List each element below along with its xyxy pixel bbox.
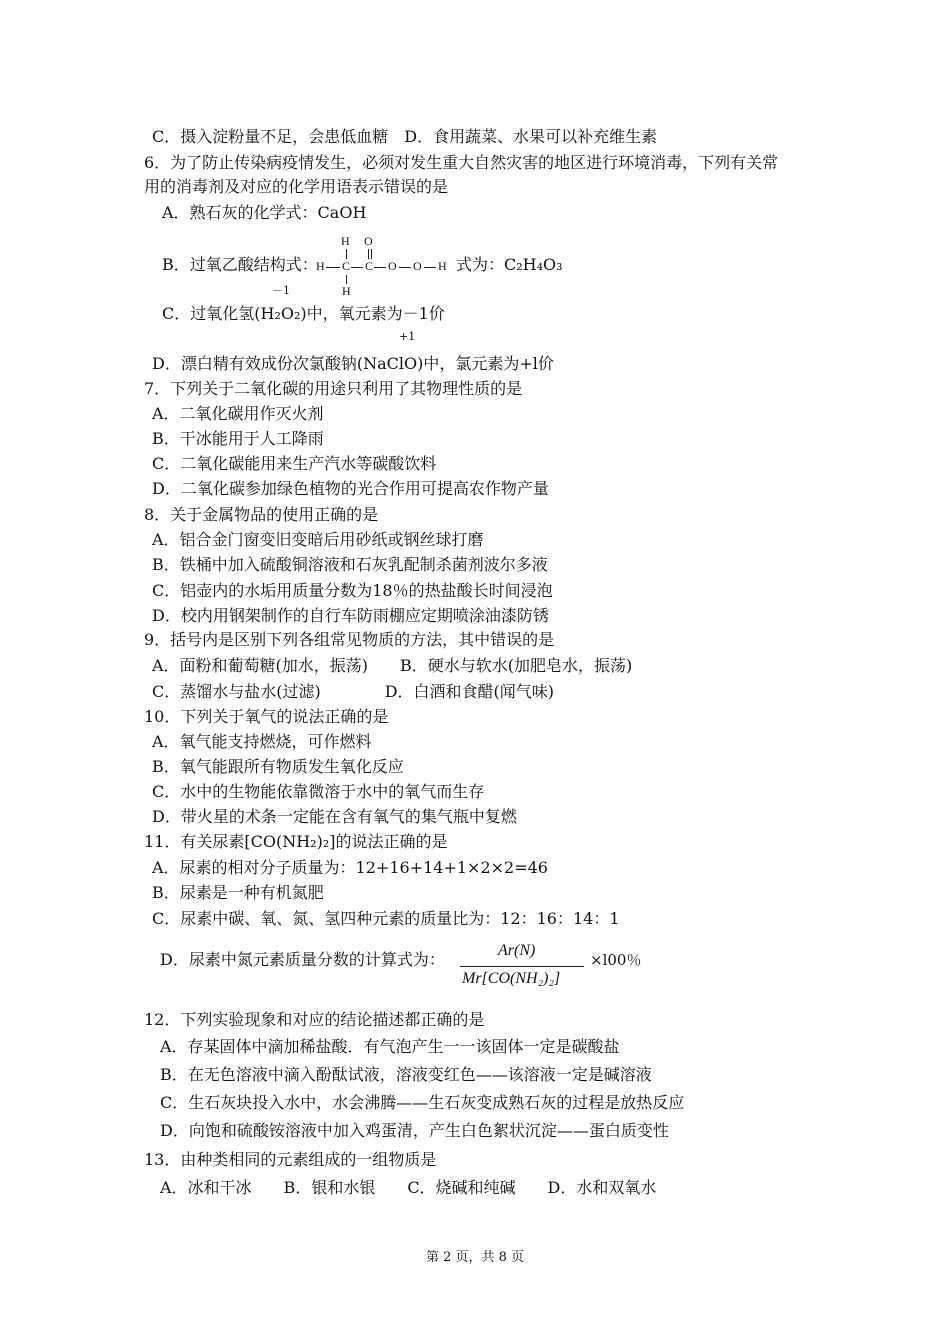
atom-o2: O bbox=[413, 259, 422, 273]
q6-stem-line2: 用的消毒剂及对应的化学用语表示错误的是 bbox=[144, 177, 449, 196]
valence-plus-one: +1 bbox=[399, 330, 416, 343]
q12-option-b: B．在无色溶液中滴入酚酞试液，溶液变红色——该溶液一定是碱溶液 bbox=[160, 1065, 652, 1084]
double-bond bbox=[368, 249, 369, 259]
q10-stem: 10．下列关于氧气的说法正确的是 bbox=[144, 707, 389, 726]
bond bbox=[326, 267, 340, 268]
q11-option-d: D．尿素中氮元素质量分数的计算式为： bbox=[160, 950, 445, 969]
q8-option-c: C．铝壶内的水垢用质量分数为18％的热盐酸长时间浸泡 bbox=[152, 581, 553, 600]
q6-option-d: D．漂白精有效成份次氯酸钠(NaClO)中，氯元素为+l价 bbox=[152, 354, 554, 373]
q6-option-a: A．熟石灰的化学式：CaOH bbox=[162, 203, 367, 222]
atom-h-left: H bbox=[316, 259, 325, 273]
q7-option-b: B．干冰能用于人工降雨 bbox=[152, 429, 324, 448]
atom-h-bottom: H bbox=[342, 284, 351, 298]
q8-option-b: B．铁桶中加入硫酸铜溶液和石灰乳配制杀菌剂波尔多液 bbox=[152, 555, 548, 574]
atom-o-top: O bbox=[364, 234, 373, 248]
q13-options: A．冰和干冰 B．银和水银 C．烧碱和纯碱 D．水和双氧水 bbox=[160, 1178, 657, 1197]
q11-option-a: A．尿素的相对分子质量为：12+16+14+1×2×2=46 bbox=[152, 858, 548, 877]
q7-stem: 7．下列关于二氧化碳的用途只利用了其物理性质的是 bbox=[144, 379, 523, 398]
bond bbox=[346, 275, 347, 284]
atom-h-top: H bbox=[341, 234, 350, 248]
q8-stem: 8．关于金属物品的使用正确的是 bbox=[144, 505, 379, 524]
atom-c1: C bbox=[342, 259, 351, 273]
q12-stem: 12．下列实验现象和对应的结论描述都正确的是 bbox=[144, 1010, 485, 1029]
valence-minus-one: －1 bbox=[272, 284, 290, 297]
q12-option-d: D．向饱和硫酸铵溶液中加入鸡蛋清，产生白色絮状沉淀——蛋白质变性 bbox=[160, 1121, 669, 1140]
q10-option-a: A．氧气能支持燃烧，可作燃料 bbox=[152, 732, 372, 751]
q11-option-b: B．尿素是一种有机氮肥 bbox=[152, 883, 324, 902]
q9-stem: 9．括号内是区别下列各组常见物质的方法，其中错误的是 bbox=[144, 630, 555, 649]
q10-option-d: D．带火星的术条一定能在含有氧气的集气瓶中复燃 bbox=[152, 807, 517, 826]
q13-stem: 13．由种类相同的元素组成的一组物质是 bbox=[144, 1150, 437, 1169]
q6-option-c: C．过氧化氢(H₂O₂)中，氧元素为－1价 bbox=[162, 304, 445, 323]
q9-options-ab: A．面粉和葡萄糖(加水，振荡) B．硬水与软水(加肥皂水，振荡) bbox=[152, 656, 633, 675]
nitrogen-fraction-formula bbox=[458, 942, 588, 996]
q5-options-cd: C．摄入淀粉量不足，会患低血糖 D．食用蔬菜、水果可以补充维生素 bbox=[152, 127, 658, 146]
atom-c2: C bbox=[365, 259, 374, 273]
bond bbox=[424, 267, 436, 268]
peracetic-acid-structure bbox=[316, 232, 458, 304]
q10-option-b: B．氧气能跟所有物质发生氧化反应 bbox=[152, 757, 404, 776]
fraction-bar bbox=[460, 966, 584, 967]
atom-o1: O bbox=[388, 259, 397, 273]
fraction-denominator: Mr[CO(NH₂)₂] bbox=[462, 970, 561, 987]
bond bbox=[351, 267, 363, 268]
double-bond bbox=[371, 249, 372, 259]
q11-option-c: C．尿素中碳、氧、氮、氢四种元素的质量比为：12：16：14：1 bbox=[152, 909, 620, 928]
q7-option-c: C．二氧化碳能用来生产汽水等碳酸饮料 bbox=[152, 454, 437, 473]
bond bbox=[346, 249, 347, 259]
q8-option-d: D．校内用钢架制作的自行车防雨棚应定期喷涂油漆防锈 bbox=[152, 606, 549, 625]
q6-stem-line1: 6．为了防止传染病疫情发生，必须对发生重大自然灾害的地区进行环境消毒，下列有关常 bbox=[144, 153, 779, 172]
q6-option-b-label: B．过氧乙酸结构式： bbox=[162, 255, 318, 274]
atom-h-right: H bbox=[438, 259, 447, 273]
q9-options-cd: C．蒸馏水与盐水(过滤) D．白酒和食醋(闻气味) bbox=[152, 682, 555, 701]
q7-option-d: D．二氧化碳参加绿色植物的光合作用可提高农作物产量 bbox=[152, 479, 549, 498]
q10-option-c: C．水中的生物能依靠微溶于水中的氧气而生存 bbox=[152, 782, 485, 801]
q6-option-b-formula: 式为：C₂H₄O₃ bbox=[456, 255, 563, 274]
fraction-numerator: Ar(N) bbox=[498, 942, 536, 959]
q7-option-a: A．二氧化碳用作灭火剂 bbox=[152, 404, 324, 423]
times-hundred-percent: ×l00％ bbox=[590, 951, 642, 969]
q12-option-c: C．生石灰块投入水中，水会沸腾——生石灰变成熟石灰的过程是放热反应 bbox=[160, 1093, 685, 1112]
page-footer: 第 2 页，共 8 页 bbox=[425, 1250, 525, 1265]
bond bbox=[399, 267, 411, 268]
q11-stem: 11．有关尿素[CO(NH₂)₂]的说法正确的是 bbox=[144, 832, 448, 851]
q12-option-a: A．存某固体中滴加稀盐酸．有气泡产生一一该固体一定是碳酸盐 bbox=[160, 1037, 620, 1056]
q8-option-a: A．铝合金门窗变旧变暗后用砂纸或钢丝球打磨 bbox=[152, 530, 484, 549]
bond bbox=[374, 267, 386, 268]
